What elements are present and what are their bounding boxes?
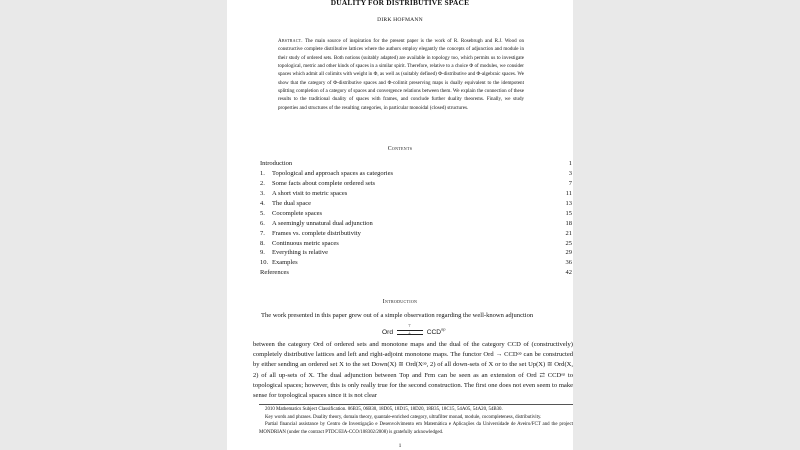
- toc-entry-title: Continuous metric spaces: [272, 239, 339, 247]
- formula-right: CCD: [426, 328, 441, 336]
- toc-entry[interactable]: [260, 268, 572, 278]
- adjunction-formula: [382, 326, 445, 338]
- abstract: [278, 37, 524, 112]
- toc-entry-title: Examples: [272, 259, 298, 267]
- toc-entry-title: Introduction: [260, 160, 293, 167]
- toc-entry-title: References: [260, 269, 289, 277]
- footnote-msc: 2010 Mathematics Subject Classification. 06B35, 06B30, 18D05, 18D15, 18D20, 18B35, 18C15, 54A05, 54A20, 54B30.: [265, 407, 503, 412]
- toc-entry-page: 3: [568, 169, 572, 177]
- formula-left: Ord: [382, 328, 393, 336]
- toc-entry-title: Cocomplete spaces: [272, 209, 322, 217]
- paper-author: DIRK HOFMANN: [377, 17, 423, 23]
- toc-entry-number: 5.: [260, 209, 265, 217]
- toc-entry-page: 1: [568, 160, 572, 167]
- toc-entry-title: Some facts about complete ordered sets: [272, 179, 376, 187]
- body-paragraph-text: between the category Ord of ordered sets and monotone maps and the dual of the category CCD of (constructively) completely distributive lattices and left and right-adjoint monotone maps. The functor Ord → CCDᵒᵖ can be constructed by either sending an ordered set X to the set Down(X) ≅ Ord(Xᵒᵖ, 2) of all down-sets of X or to the set Up(X) ≅ Ord(X, 2) of all up-sets of X. The dual adjunction between Top and Frm can be seen as an extension of Ord ⇄ CCDᵒᵖ to topological spaces; however, this is only really true for the second construction. The first one does not even seem to make sense for topological spaces since it is not clear: [253, 341, 573, 400]
- toc-entry-page: 13: [565, 199, 572, 207]
- toc-entry[interactable]: [260, 258, 572, 268]
- adjunction-arrows: [397, 326, 423, 338]
- intro-line: The work presented in this paper grew out of a simple observation regarding the well-known adjunction: [261, 312, 534, 319]
- page-number: 1: [398, 443, 402, 449]
- toc-entry-number: 10.: [260, 259, 269, 267]
- toc-entry-title: The dual space: [272, 199, 311, 207]
- toc-entry[interactable]: [260, 179, 572, 189]
- toc-entry-number: 9.: [260, 249, 265, 257]
- toc-entry[interactable]: [260, 248, 572, 258]
- toc-entry-title: A seemingly unnatural dual adjunction: [272, 219, 373, 227]
- abstract-text: The main source of inspiration for the present paper is the work of R. Rosebrugh and R.J. Wood on constructive complete distributive lattices where the authors employ elegantly the concepts of adjunction and module in their study of ordered sets. Both notions (suitably adapted) are available in topology too, which permits us to investigate topological, metric and other kinds of spaces in a similar spirit. Therefore, relative to a choice Φ of modules, we consider spaces which admit all colimits with weight in Φ, as well as (suitably defined) Φ-distributive and Φ-algebraic spaces. We show that the category of Φ-distributive spaces and Φ-colimit preserving maps is dually equivalent to the idempotent splitting completion of a category of spaces and convergence relations between them. We explain the connection of these results to the traditional duality of spaces with frames, and conclude further duality theorems. Finally, we study properties and structures of the resulting categories, in particular monoidal (closed) structures.: [278, 38, 524, 111]
- toc-entry-page: 11: [565, 189, 572, 197]
- toc-entry-number: 4.: [260, 199, 265, 207]
- toc-entry-title: Everything is relative: [272, 249, 328, 257]
- toc-entry[interactable]: [260, 239, 572, 249]
- table-of-contents: [260, 159, 572, 278]
- abstract-label: Abstract.: [278, 38, 303, 44]
- toc-entry[interactable]: [260, 189, 572, 199]
- paper-title: DUALITY FOR DISTRIBUTIVE SPACE: [330, 0, 470, 7]
- toc-entry-page: 18: [565, 219, 572, 227]
- toc-entry[interactable]: [260, 159, 572, 169]
- footnote-support: Partial financial assistance by Centro de Investigação e Desenvolvimento em Matemática e Aplicações da Universidade de Aveiro/FCT and the project MONDRIAN (under the contract PTDC/EIA-CCO/108302/2008) is gratefully acknowledged.: [259, 422, 573, 435]
- toc-entry-number: 6.: [260, 219, 265, 227]
- paper-page: [227, 0, 573, 450]
- toc-entry-title: A short visit to metric spaces: [272, 189, 348, 197]
- formula-top-symbol: ⊤: [407, 324, 411, 328]
- toc-entry[interactable]: [260, 199, 572, 209]
- footnote-keywords: Key words and phrases. Duality theory, domain theory, quantale-enriched category, ultrafilter monad, module, cocompleteness, distributivity.: [265, 414, 542, 420]
- toc-entry-number: 2.: [260, 179, 265, 187]
- toc-entry-page: 42: [565, 269, 572, 277]
- footnotes: [259, 404, 573, 436]
- toc-entry-title: Frames vs. complete distributivity: [272, 229, 361, 237]
- formula-bottom-symbol: ⊥: [407, 331, 411, 335]
- toc-entry-page: 21: [565, 229, 572, 237]
- toc-entry-number: 7.: [260, 229, 265, 237]
- toc-entry-title: Topological and approach spaces as categories: [272, 169, 394, 177]
- toc-entry[interactable]: [260, 209, 572, 219]
- toc-entry-page: 7: [568, 179, 572, 187]
- body-paragraph: [253, 340, 573, 401]
- toc-entry-page: 36: [565, 259, 572, 267]
- toc-entry-page: 29: [565, 249, 572, 257]
- toc-entry-page: 15: [565, 209, 572, 217]
- toc-entry-number: 1.: [260, 169, 265, 177]
- formula-right-sup: op: [440, 326, 446, 332]
- contents-heading: Contents: [387, 146, 413, 152]
- introduction-heading: Introduction: [382, 299, 418, 305]
- toc-entry[interactable]: [260, 229, 572, 239]
- toc-entry-page: 25: [565, 239, 572, 247]
- toc-entry[interactable]: [260, 169, 572, 179]
- toc-entry-number: 8.: [260, 239, 265, 247]
- toc-entry[interactable]: [260, 219, 572, 229]
- toc-entry-number: 3.: [260, 189, 265, 197]
- introduction-first-line: [253, 311, 573, 321]
